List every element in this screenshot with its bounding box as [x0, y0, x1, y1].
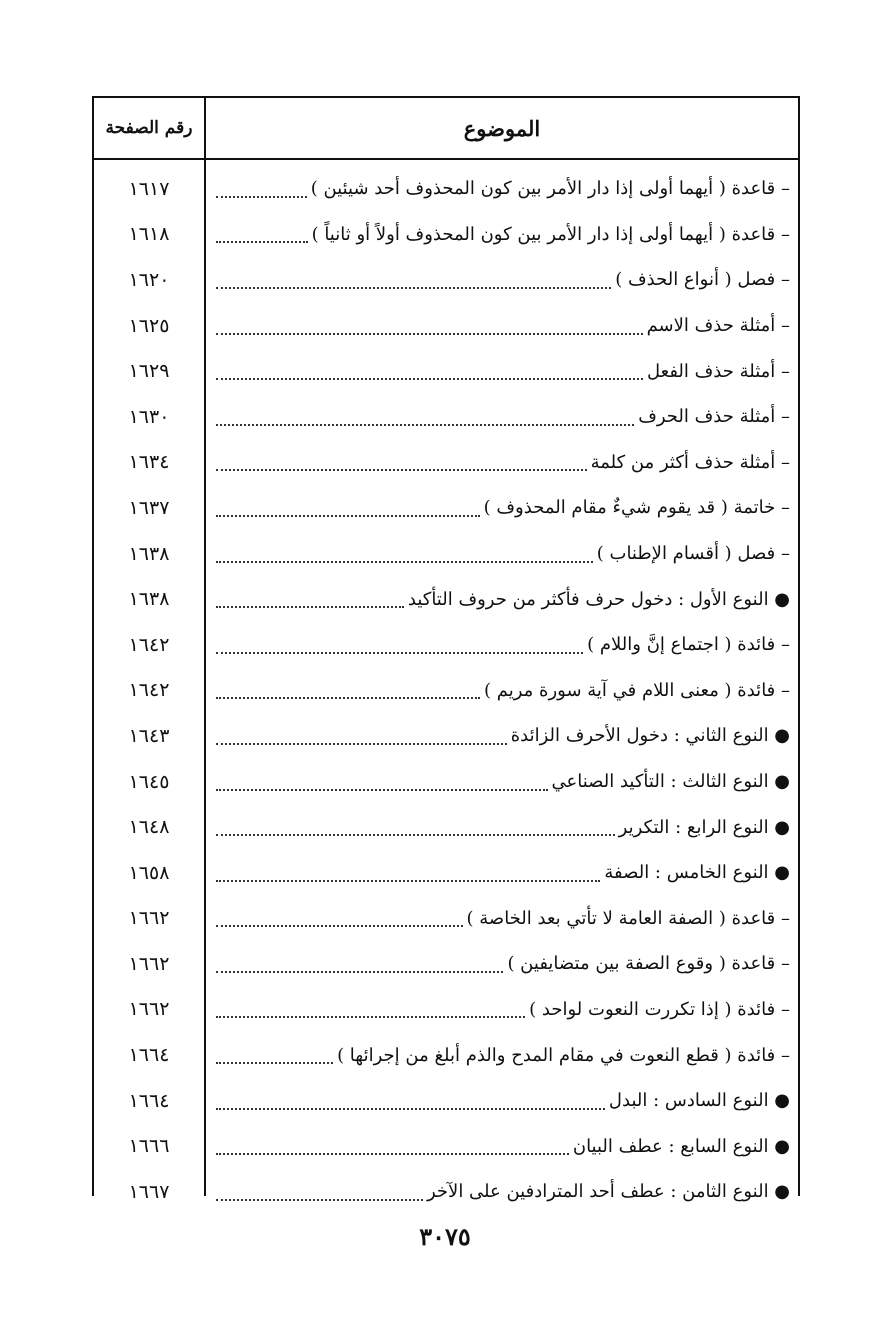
- page-number: ٣٠٧٥: [419, 1222, 471, 1251]
- toc-topic: [216, 713, 790, 759]
- toc-topic: [216, 941, 790, 987]
- toc-row: [94, 576, 798, 622]
- toc-topic: [216, 303, 790, 349]
- dot-leader: [216, 689, 480, 699]
- dot-leader: [216, 416, 634, 426]
- header-page-number: رقم الصفحة: [105, 118, 193, 138]
- toc-page-number: ١٦٦٢: [128, 952, 170, 975]
- toc-topic-text: ● النوع الثالث : التأكيد الصناعي: [551, 771, 790, 793]
- dot-leader: [216, 1054, 333, 1064]
- toc-topic-text: – أمثلة حذف الفعل: [647, 360, 790, 382]
- toc-row: [94, 941, 798, 987]
- toc-row: [94, 348, 798, 394]
- dot-leader: [216, 370, 643, 380]
- toc-topic: [216, 896, 790, 942]
- toc-topic-text: – فائدة ( اجتماع إنَّ واللام ): [587, 634, 790, 656]
- toc-topic: [216, 622, 790, 668]
- toc-rows: [94, 166, 798, 1215]
- toc-table: [92, 96, 800, 1203]
- toc-row: [94, 896, 798, 942]
- toc-page-number: ١٦١٨: [128, 223, 170, 246]
- toc-topic-text: – أمثلة حذف الاسم: [646, 315, 790, 337]
- toc-topic: [216, 394, 790, 440]
- toc-page-number: ١٦٣٨: [128, 588, 170, 611]
- toc-topic-text: ● النوع الخامس : الصفة: [604, 862, 790, 884]
- toc-row: [94, 622, 798, 668]
- toc-topic-text: ● النوع الثامن : عطف أحد المترادفين على الآخر: [427, 1181, 790, 1203]
- dot-leader: [216, 781, 548, 791]
- dot-leader: [216, 1008, 525, 1018]
- toc-topic-text: – قاعدة ( وقوع الصفة بين متضايفين ): [507, 953, 790, 975]
- toc-page-number: ١٦٢٥: [128, 314, 170, 337]
- dot-leader: [216, 1100, 605, 1110]
- toc-topic-text: – فائدة ( إذا تكررت النعوت لواحد ): [529, 998, 790, 1020]
- toc-topic-text: – قاعدة ( أيهما أولى إذا دار الأمر بين كون المحذوف أولاً أو ثانياً ): [311, 223, 790, 245]
- toc-row: [94, 303, 798, 349]
- dot-leader: [216, 1191, 423, 1201]
- toc-page-number: ١٦٣٤: [128, 451, 170, 474]
- dot-leader: [216, 188, 307, 198]
- toc-topic-text: ● النوع الأول : دخول حرف فأكثر من حروف التأكيد: [407, 588, 790, 610]
- toc-topic-text: – فائدة ( قطع النعوت في مقام المدح والذم أبلغ من إجرائها ): [337, 1044, 790, 1066]
- toc-row: [94, 440, 798, 486]
- toc-topic: [216, 1032, 790, 1078]
- toc-page-number: ١٦٦٢: [128, 907, 170, 930]
- toc-row: [94, 987, 798, 1033]
- toc-topic-text: – أمثلة حذف أكثر من كلمة: [590, 451, 790, 473]
- toc-row: [94, 1123, 798, 1169]
- toc-topic: [216, 1169, 790, 1215]
- toc-row: [94, 804, 798, 850]
- toc-page-number: ١٦٦٤: [128, 1044, 170, 1067]
- toc-topic: [216, 1078, 790, 1124]
- toc-page-number: ١٦٦٤: [128, 1089, 170, 1112]
- toc-page-number: ١٦٣٧: [128, 496, 170, 519]
- toc-page-number: ١٦٤٣: [128, 724, 170, 747]
- toc-page-number: ١٦٤٢: [128, 679, 170, 702]
- dot-leader: [216, 233, 308, 243]
- toc-topic-text: – فصل ( أنواع الحذف ): [615, 269, 790, 291]
- toc-row: [94, 257, 798, 303]
- toc-row: [94, 1078, 798, 1124]
- dot-leader: [216, 644, 583, 654]
- dot-leader: [216, 1145, 569, 1155]
- dot-leader: [216, 461, 587, 471]
- toc-page-number: ١٦٥٨: [128, 861, 170, 884]
- dot-leader: [216, 735, 507, 745]
- toc-topic: [216, 485, 790, 531]
- toc-page-number: ١٦٣٨: [128, 542, 170, 565]
- toc-topic: [216, 212, 790, 258]
- toc-row: [94, 1169, 798, 1215]
- toc-topic-text: ● النوع السادس : البدل: [608, 1090, 790, 1112]
- toc-row: [94, 485, 798, 531]
- dot-leader: [216, 553, 593, 563]
- toc-row: [94, 531, 798, 577]
- toc-page-number: ١٦٣٠: [128, 405, 170, 428]
- toc-page-number: ١٦٢٠: [128, 268, 170, 291]
- toc-topic: [216, 850, 790, 896]
- toc-page-number: ١٦٦٢: [128, 998, 170, 1021]
- toc-row: [94, 713, 798, 759]
- toc-page-number: ١٦٦٦: [128, 1135, 170, 1158]
- toc-page-number: ١٦٤٨: [128, 816, 170, 839]
- toc-row: [94, 1032, 798, 1078]
- toc-page-number: ١٦٦٧: [128, 1180, 170, 1203]
- dot-leader: [216, 325, 643, 335]
- toc-topic-text: ● النوع الرابع : التكرير: [618, 816, 790, 838]
- toc-page-number: ١٦٤٥: [128, 770, 170, 793]
- dot-leader: [216, 598, 404, 608]
- toc-row: [94, 759, 798, 805]
- toc-topic: [216, 166, 790, 212]
- toc-topic-text: – قاعدة ( الصفة العامة لا تأتي بعد الخاصة ): [466, 907, 790, 929]
- toc-topic: [216, 576, 790, 622]
- toc-topic: [216, 348, 790, 394]
- toc-topic-text: – فائدة ( معنى اللام في آية سورة مريم ): [484, 679, 790, 701]
- toc-topic: [216, 804, 790, 850]
- toc-row: [94, 850, 798, 896]
- dot-leader: [216, 917, 463, 927]
- dot-leader: [216, 826, 615, 836]
- toc-topic-text: – فصل ( أقسام الإطناب ): [596, 543, 790, 565]
- header-topic: الموضوع: [463, 115, 541, 141]
- toc-topic-text: – قاعدة ( أيهما أولى إذا دار الأمر بين كون المحذوف أحد شيئين ): [310, 178, 790, 200]
- toc-row: [94, 668, 798, 714]
- toc-topic-text: ● النوع الثاني : دخول الأحرف الزائدة: [510, 725, 790, 747]
- toc-row: [94, 166, 798, 212]
- dot-leader: [216, 279, 611, 289]
- toc-topic: [216, 440, 790, 486]
- toc-topic-text: – أمثلة حذف الحرف: [638, 406, 790, 428]
- toc-topic-text: – خاتمة ( قد يقوم شيءٌ مقام المحذوف ): [483, 497, 790, 519]
- toc-topic-text: ● النوع السابع : عطف البيان: [572, 1135, 790, 1157]
- toc-topic: [216, 668, 790, 714]
- toc-topic: [216, 759, 790, 805]
- toc-topic: [216, 987, 790, 1033]
- dot-leader: [216, 507, 480, 517]
- toc-row: [94, 394, 798, 440]
- toc-topic: [216, 257, 790, 303]
- dot-leader: [216, 872, 600, 882]
- toc-topic: [216, 531, 790, 577]
- table-header: [94, 98, 798, 160]
- toc-page-number: ١٦١٧: [128, 177, 170, 200]
- toc-page-number: ١٦٤٢: [128, 633, 170, 656]
- toc-topic: [216, 1123, 790, 1169]
- dot-leader: [216, 963, 503, 973]
- toc-row: [94, 212, 798, 258]
- toc-page-number: ١٦٢٩: [128, 360, 170, 383]
